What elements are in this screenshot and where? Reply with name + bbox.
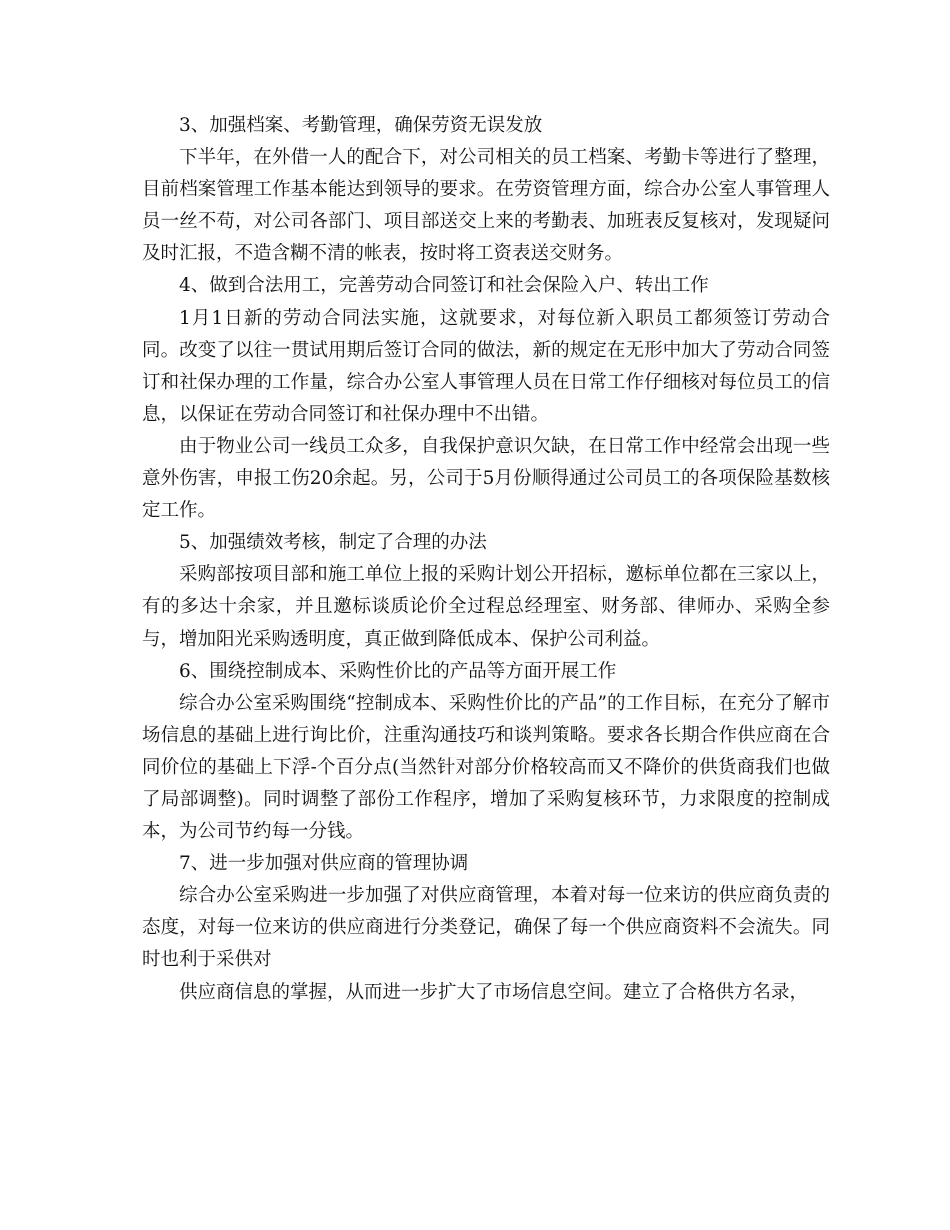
- paragraph-supplier-management: 综合办公室采购进一步加强了对供应商管理，本着对每一位来访的供应商负责的态度，对每一位来访的供应商进行分类登记，确保了每一个供应商资料不会流失。同时也利于采供对: [142, 885, 830, 971]
- paragraph-archive-attendance: 下半年，在外借一人的配合下，对公司相关的员工档案、考勤卡等进行了整理，目前档案管理工作基本能达到领导的要求。在劳资管理方面，综合办公室人事管理人员一丝不苟，对公司各部门、项目部送交上来的考勤表、加班表反复核对，发现疑问及时汇报，不造含糊不清的帐表，按时将工资表送交财务。: [142, 147, 830, 265]
- paragraph-supplier-information: 供应商信息的掌握，从而进一步扩大了市场信息空间。建立了合格供方名录，: [179, 981, 809, 1003]
- heading-performance-assessment: 5、加强绩效考核，制定了合理的办法: [179, 532, 487, 554]
- paragraph-procurement-bidding: 采购部按项目部和施工单位上报的采购计划公开招标，邀标单位都在三家以上，有的多达十余家，并且邀标谈质论价全过程总经理室、财务部、律师办、采购全参与，增加阳光采购透明度，真正做到降低成本、保护公司利益。: [142, 564, 830, 650]
- heading-cost-control: 6、围绕控制成本、采购性价比的产品等方面开展工作: [179, 660, 617, 682]
- paragraph-labor-contract-law: 1月1日新的劳动合同法实施，这就要求，对每位新入职员工都须签订劳动合同。改变了以往一贯试用期后签订合同的做法，新的规定在无形中加大了劳动合同签订和社保办理的工作量，综合办公室人事管理人员在日常工作仔细核对每位员工的信息，以保证在劳动合同签订和社保办理中不出错。: [142, 307, 830, 425]
- heading-labor-contracts: 4、做到合法用工，完善劳动合同签订和社会保险入户、转出工作: [179, 275, 709, 297]
- heading-supplier-management: 7、进一步加强对供应商的管理协调: [179, 853, 469, 875]
- document-body: [142, 110, 830, 1009]
- paragraph-cost-control: 综合办公室采购围绕“控制成本、采购性价比的产品”的工作目标，在充分了解市场信息的基础上进行询比价，注重沟通技巧和谈判策略。要求各长期合作供应商在合同价位的基础上下浮-个百分点(当然针对部分价格较高而又不降价的供货商我们也做了局部调整)。同时调整了部份工作程序，增加了采购复核环节，力求限度的控制成本，为公司节约每一分钱。: [142, 692, 830, 843]
- paragraph-work-injury: 由于物业公司一线员工众多，自我保护意识欠缺，在日常工作中经常会出现一些意外伤害，申报工伤20余起。另，公司于5月份顺得通过公司员工的各项保险基数核定工作。: [142, 435, 830, 522]
- heading-archive-attendance: 3、加强档案、考勤管理，确保劳资无误发放: [179, 115, 543, 136]
